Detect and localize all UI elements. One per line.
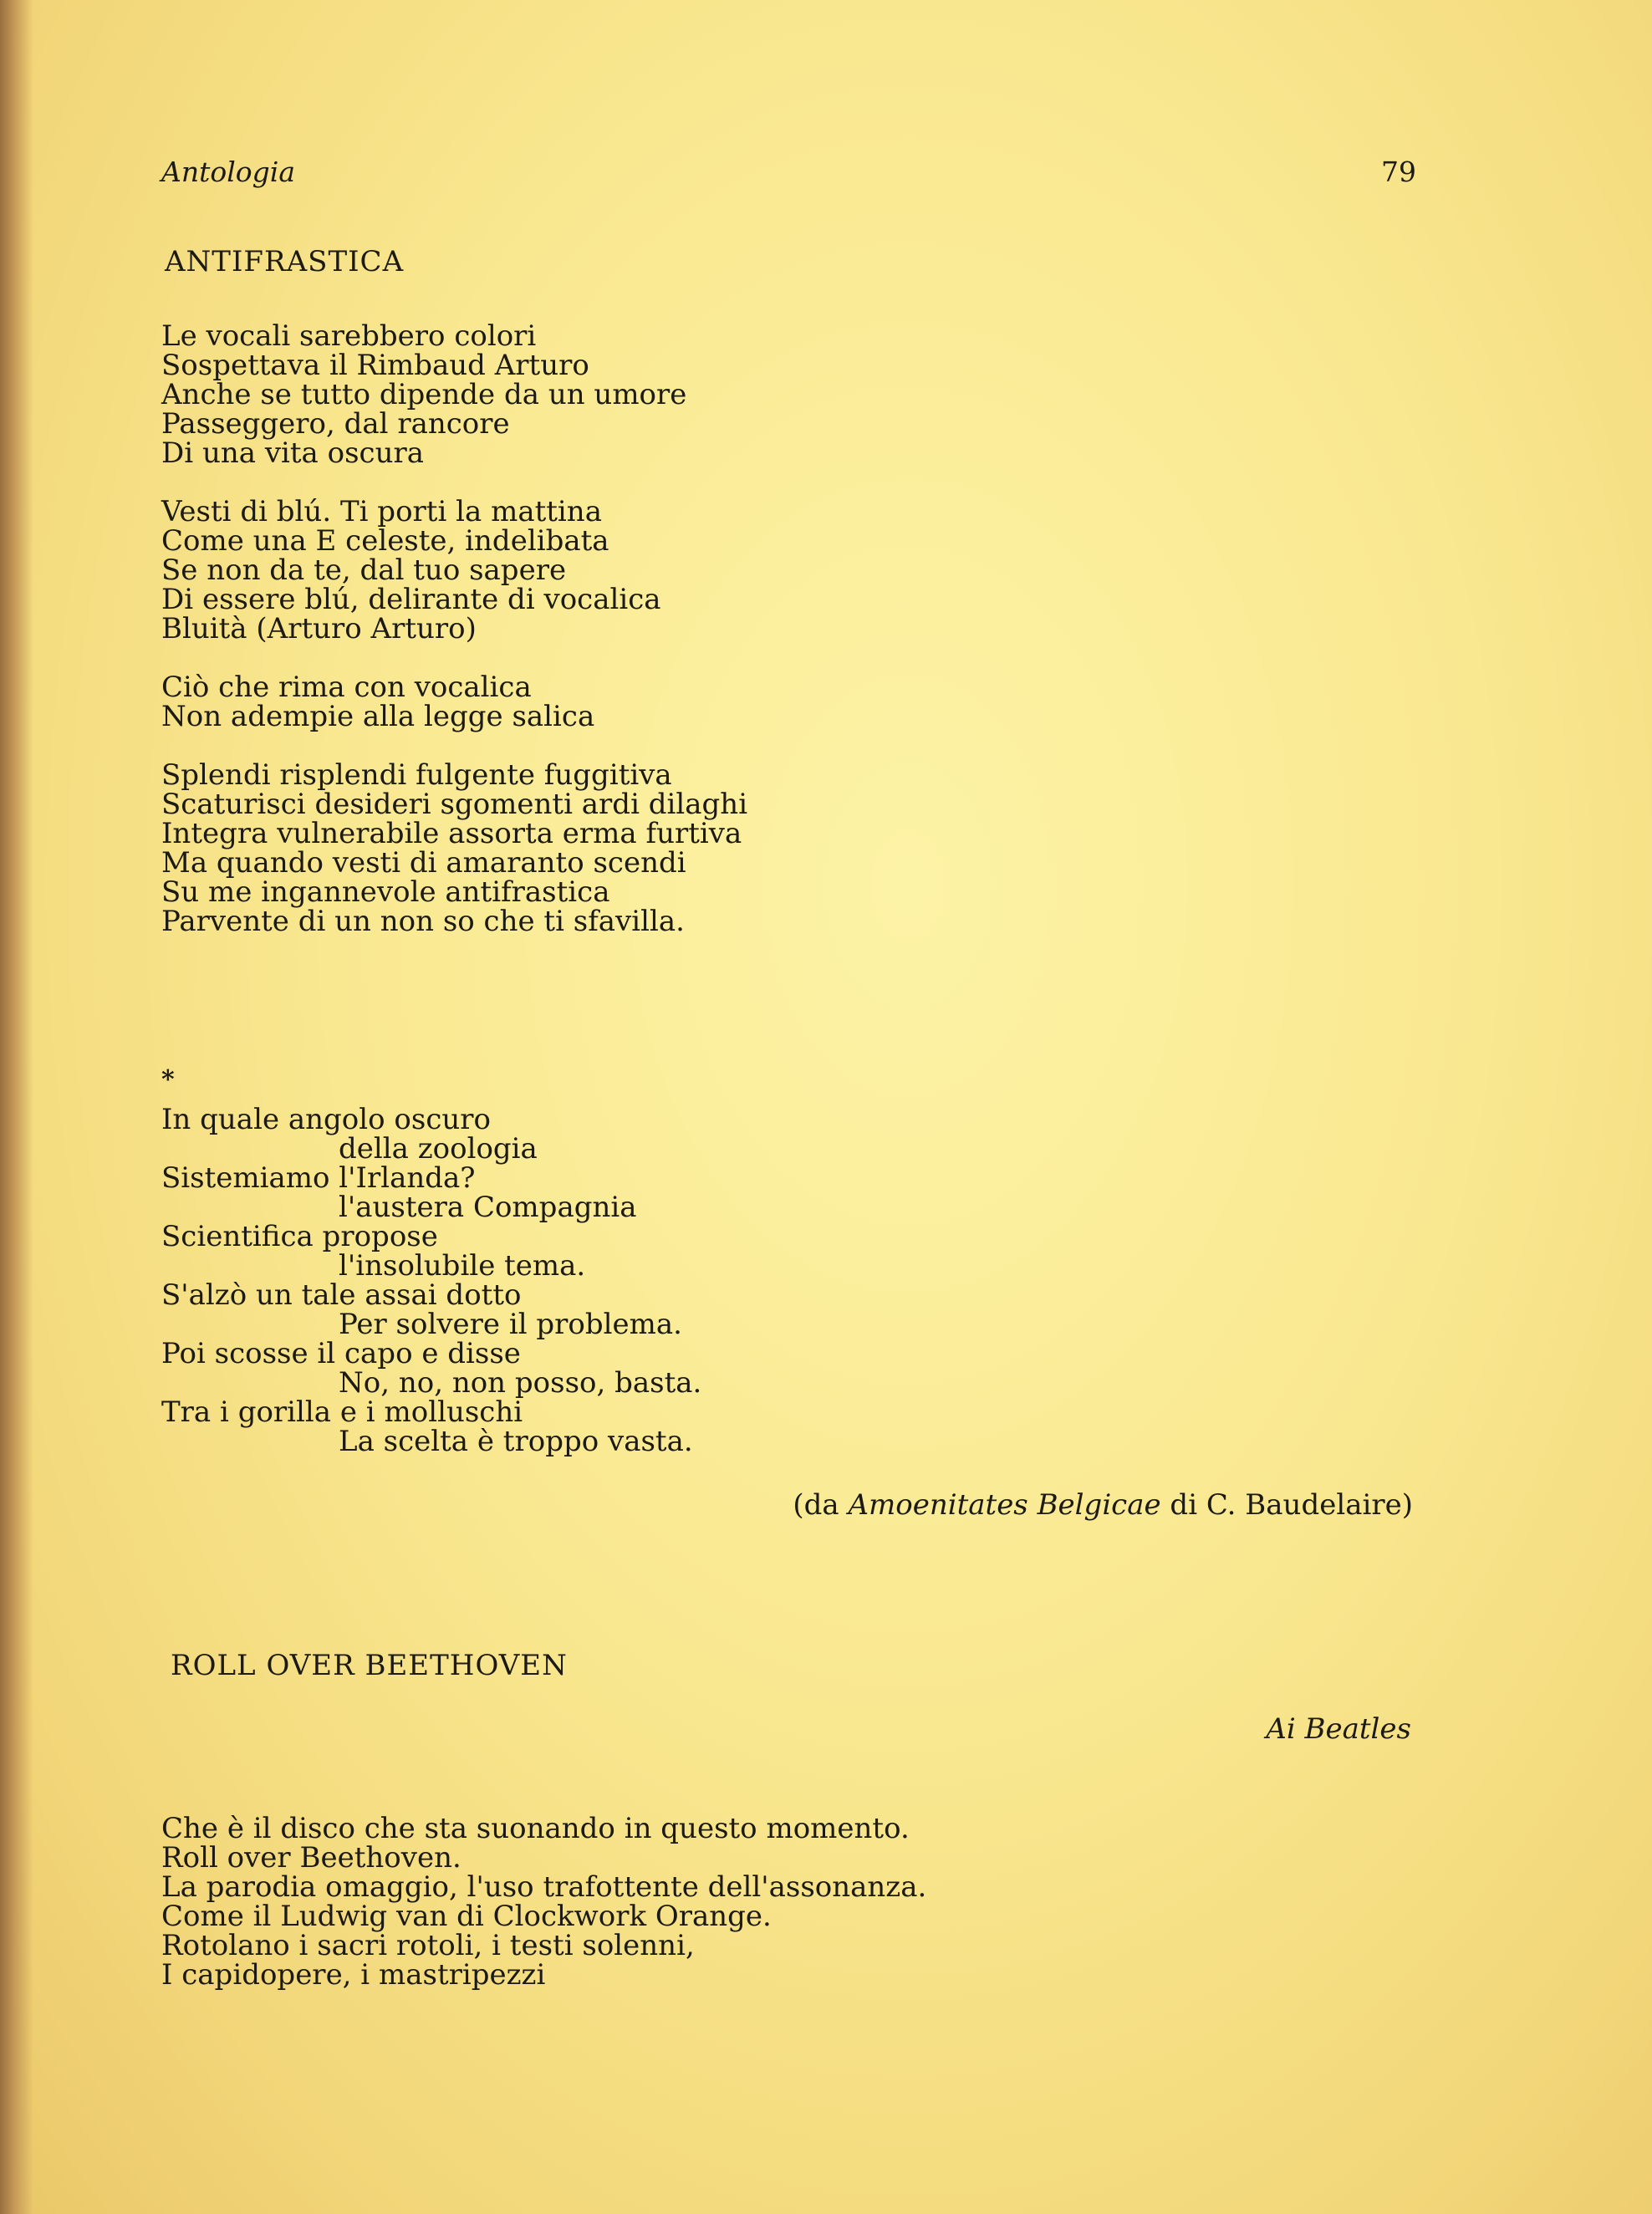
stanza-gap xyxy=(161,732,747,761)
poem-line-indented: della zoologia xyxy=(339,1132,538,1166)
poem-line: Tra i gorilla e i molluschi xyxy=(161,1395,523,1429)
poem-line: Roll over Beethoven. xyxy=(161,1841,461,1875)
stanza-2 xyxy=(161,497,747,644)
source-prefix: (da xyxy=(793,1488,849,1522)
poem-line: Anche se tutto dipende da un umore xyxy=(161,378,687,411)
poem-line: Sistemiamo l'Irlanda? xyxy=(161,1161,476,1195)
stanza-gap xyxy=(161,468,747,497)
poem-line: Come una E celeste, indelibata xyxy=(161,524,609,558)
stanza-1 xyxy=(161,319,747,470)
poem-line: Se non da te, dal tuo sapere xyxy=(161,554,567,587)
poem-line: Bluità (Arturo Arturo) xyxy=(161,612,477,645)
poem-line: Sospettava il Rimbaud Arturo xyxy=(161,349,589,382)
poem-line-indented: l'insolubile tema. xyxy=(339,1249,586,1283)
source-suffix: di C. Baudelaire) xyxy=(1160,1488,1413,1522)
poem-roll-over-beethoven xyxy=(161,1814,926,1990)
running-title: Antologia xyxy=(161,156,295,188)
poem-line: Rotolano i sacri rotoli, i testi solenni, xyxy=(161,1929,695,1962)
poem-line: S'alzò un tale assai dotto xyxy=(161,1278,522,1312)
poem-line: Su me ingannevole antifrastica xyxy=(161,875,610,909)
poem-line-indented: l'austera Compagnia xyxy=(339,1191,637,1224)
poem-line-indented: La scelta è troppo vasta. xyxy=(339,1425,693,1458)
poem-line: Le vocali sarebbero colori xyxy=(161,319,537,353)
poem-line: Scientifica propose xyxy=(161,1220,438,1253)
stanza-gap xyxy=(161,644,747,673)
poem-irlanda xyxy=(161,1105,701,1456)
source-work-title: Amoenitates Belgicae xyxy=(848,1488,1161,1522)
poem-line: Come il Ludwig van di Clockwork Orange. xyxy=(161,1900,772,1933)
poem-line: Integra vulnerabile assorta erma furtiva xyxy=(161,817,742,850)
poem-line-indented: No, no, non posso, basta. xyxy=(339,1366,702,1400)
poem-line: La parodia omaggio, l'uso trafottente dell'assonanza. xyxy=(161,1870,927,1904)
poem-line: Che è il disco che sta suonando in questo momento. xyxy=(161,1812,910,1845)
poem-line: Scaturisci desideri sgomenti ardi dilaghi xyxy=(161,788,748,821)
poem-line: Di essere blú, delirante di vocalica xyxy=(161,583,661,616)
poem-title-roll-over-beethoven: ROLL OVER BEETHOVEN xyxy=(171,1649,568,1682)
stanza-3 xyxy=(161,673,747,732)
stanza-4 xyxy=(161,758,748,938)
section-asterisk: * xyxy=(161,1065,175,1094)
poem-line: Di una vita oscura xyxy=(161,436,425,470)
poem-line: Poi scosse il capo e disse xyxy=(161,1337,521,1370)
poem-line-indented: Per solvere il problema. xyxy=(339,1308,682,1341)
poem-line: Vesti di blú. Ti porti la mattina xyxy=(161,495,602,528)
poem-line: Splendi risplendi fulgente fuggitiva xyxy=(161,758,672,792)
poem-line: I capidopere, i mastripezzi xyxy=(161,1958,546,1992)
poem-line: Parvente di un non so che ti sfavilla. xyxy=(161,905,685,938)
poem-title-antifrastica: ANTIFRASTICA xyxy=(165,245,405,278)
dedication: Ai Beatles xyxy=(1266,1712,1411,1746)
poem-line: Ma quando vesti di amaranto scendi xyxy=(161,846,686,880)
page-number: 79 xyxy=(1381,156,1416,188)
poem-line: Passeggero, dal rancore xyxy=(161,407,510,441)
poem-line: Non adempie alla legge salica xyxy=(161,700,595,733)
source-citation xyxy=(711,1488,1413,1522)
poem-line: Ciò che rima con vocalica xyxy=(161,671,532,704)
poem-antifrastica xyxy=(161,319,748,938)
poem-line: In quale angolo oscuro xyxy=(161,1103,492,1136)
